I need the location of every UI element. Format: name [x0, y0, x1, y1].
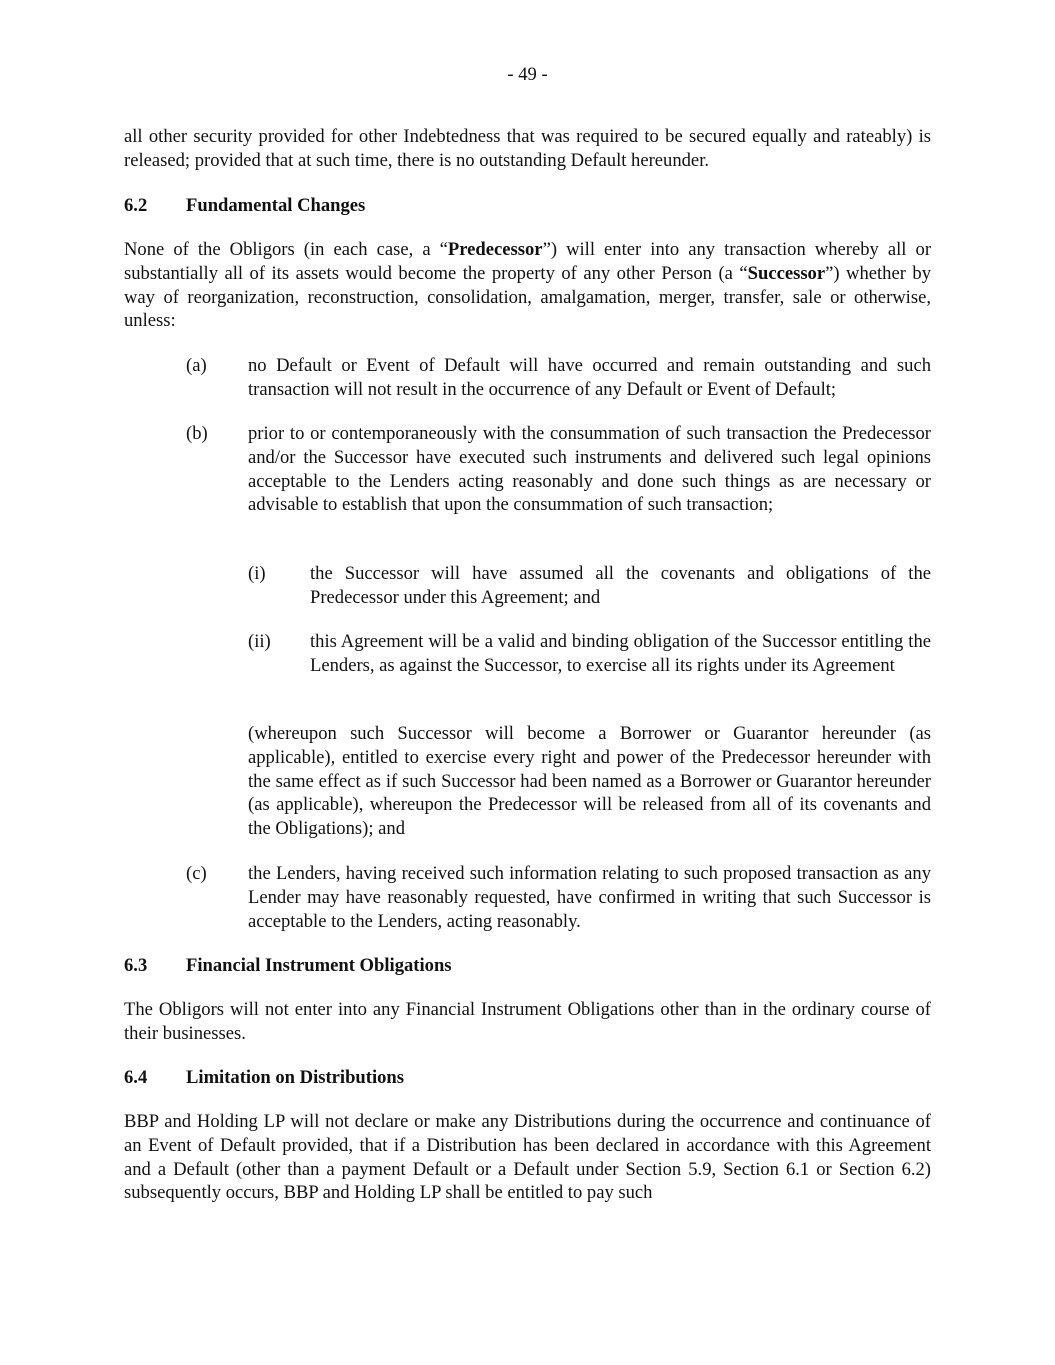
section-number: 6.4	[124, 1067, 148, 1088]
whereupon-paragraph: (whereupon such Successor will become a Borrower or Guarantor hereunder (as applicable), entitled to exercise every right and power of the Predecessor hereunder with the same effect as if such Successor had been named as a Borrower or Guarantor hereunder (as applicable), whereupon the Predecessor will be released from all of its covenants and the Obligations); and	[248, 723, 931, 840]
section-6-2-paragraph	[124, 238, 931, 333]
sub-item-label: (i)	[248, 563, 266, 584]
sub-item-label: (ii)	[248, 631, 271, 652]
section-heading-6-2	[124, 194, 365, 218]
sub-item-text: this Agreement will be a valid and binding obligation of the Successor entitling the Lenders, as against the Successor, to exercise all its rights under its Agreement	[310, 631, 931, 676]
paragraph-text: ”) whether by way of reorganization, reconstruction, consolidation, amalgamation, merger, transfer, sale or otherwise, unless:	[124, 262, 931, 332]
defined-term-successor: Successor	[747, 262, 826, 284]
sub-item-text: the Successor will have assumed all the covenants and obligations of the Predecessor under this Agreement; and	[310, 563, 931, 608]
list-item-label: (a)	[186, 355, 207, 376]
section-title: Limitation on Distributions	[186, 1067, 404, 1088]
paragraph-text: ”) will enter into any transaction whereby all or substantially all of its assets would become the property of any other Person (a “	[124, 239, 932, 284]
list-item-text: the Lenders, having received such information relating to such proposed transaction as any Lender may have reasonably requested, have confirmed in writing that such Successor is acceptable to the Lenders, acting reasonably.	[248, 863, 931, 932]
list-item-label: (c)	[186, 863, 207, 884]
section-heading-6-3	[124, 954, 452, 978]
list-item-text: no Default or Event of Default will have occurred and remain outstanding and such transaction will not result in the occurrence of any Default or Event of Default;	[248, 355, 931, 400]
section-number: 6.2	[124, 195, 148, 216]
list-item-label: (b)	[186, 423, 208, 444]
section-number: 6.3	[124, 955, 148, 976]
section-6-3-paragraph: The Obligors will not enter into any Financial Instrument Obligations other than in the ordinary course of their businesses.	[124, 999, 931, 1044]
section-title: Fundamental Changes	[186, 195, 366, 216]
section-title: Financial Instrument Obligations	[186, 955, 452, 976]
intro-paragraph: all other security provided for other Indebtedness that was required to be secured equally and rateably) is released; provided that at such time, there is no outstanding Default hereunder.	[124, 126, 931, 171]
section-6-4-paragraph: BBP and Holding LP will not declare or make any Distributions during the occurrence and continuance of an Event of Default provided, that if a Distribution has been declared in accordance with this Agreement and a Default (other than a payment Default or a Default under Section 5.9, Section 6.1 or Section 6.2) subsequently occurs, BBP and Holding LP shall be entitled to pay such	[124, 1111, 931, 1204]
defined-term-predecessor: Predecessor	[447, 239, 543, 260]
section-heading-6-4	[124, 1066, 404, 1090]
page-number: - 49 -	[507, 64, 548, 85]
paragraph-text: None of the Obligors (in each case, a “	[124, 239, 448, 260]
list-item-text: prior to or contemporaneously with the consummation of such transaction the Predecessor and/or the Successor have executed such instruments and delivered such legal opinions acceptable to the Lenders acting reasonably and done such things as are necessary or advisable to establish that upon the consummation of such transaction;	[248, 423, 931, 516]
